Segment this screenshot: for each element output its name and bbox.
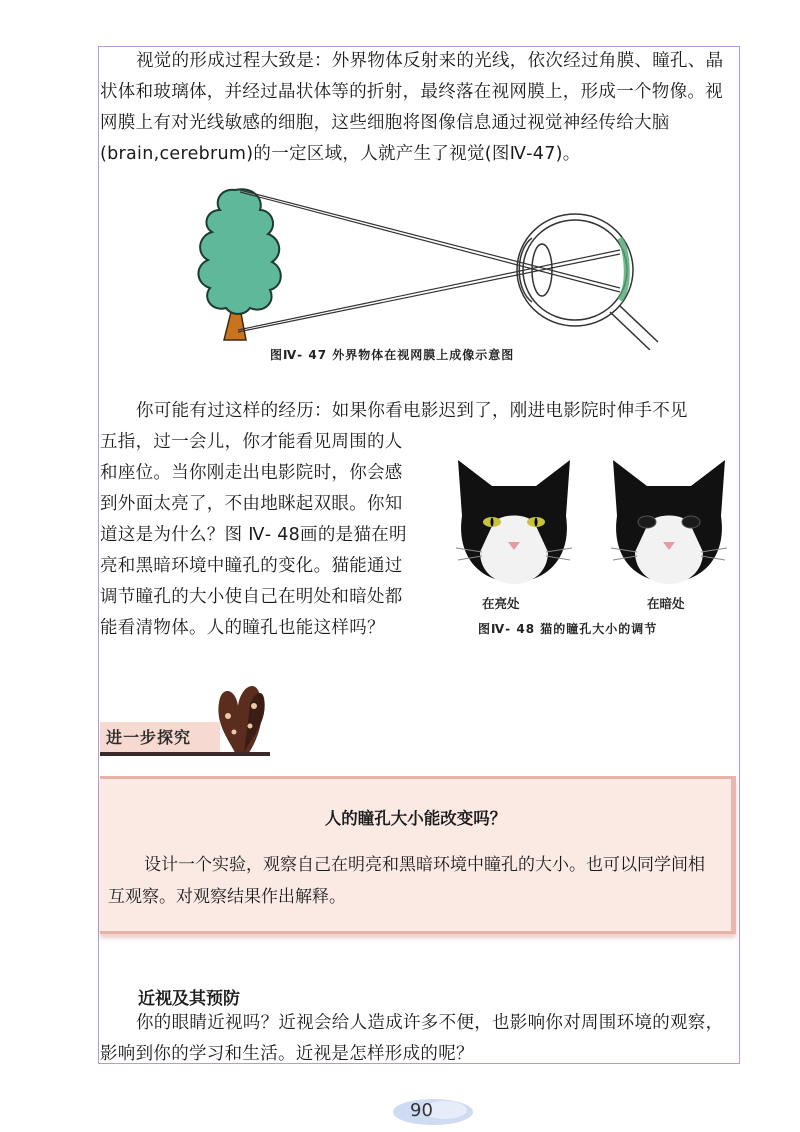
myopia-heading: 近视及其预防: [138, 989, 240, 1009]
paragraph-vision-formation: 视觉的形成过程大致是：外界物体反射来的光线，依次经过角膜、瞳孔、晶状体和玻璃体，并经过晶状体等的折射，最终落在视网膜上，形成一个物像。视网膜上有对光线敏感的细胞，这些细胞将图像信息通过视觉神经传给大脑(brain,cerebrum)的一定区域，人就产生了视觉(图Ⅳ-47)。: [100, 51, 724, 164]
inquiry-box: [100, 776, 736, 934]
page-number-decoration: [393, 1096, 475, 1126]
butterfly-icon: [206, 676, 278, 756]
page-number: 90: [410, 1100, 433, 1121]
section-badge-underline: [100, 752, 270, 756]
inquiry-body: 设计一个实验，观察自己在明亮和黑暗环境中瞳孔的大小。也可以同学间相互观察。对观察结果作出解释。: [108, 855, 705, 907]
figure-48-caption: 图Ⅳ- 48 猫的瞳孔大小的调节: [478, 622, 658, 636]
section-badge-label: 进一步探究: [106, 728, 192, 747]
eye-illustration: [517, 214, 658, 350]
cat-dark-label: 在暗处: [647, 596, 685, 611]
figure-47-diagram: [180, 180, 660, 350]
cat-bright-label: 在亮处: [482, 596, 520, 611]
paragraph-cinema-body: 五指，过一会儿，你才能看见周围的人和座位。当你刚走出电影院时，你会感到外面太亮了，不由地眯起双眼。你知道这是为什么？图 Ⅳ- 48画的是猫在明亮和黑暗环境中瞳孔的变化。猫能通过调节瞳孔的大小使自己在明处和暗处都能看清物体。人的瞳孔也能这样吗？: [100, 432, 407, 638]
tree-illustration: [198, 189, 280, 340]
figure-47-caption: 图Ⅳ- 47 外界物体在视网膜上成像示意图: [270, 348, 515, 362]
myopia-paragraph: 你的眼睛近视吗？近视会给人造成许多不便，也影响你对周围环境的观察，影响到你的学习和生活。近视是怎样形成的呢？: [100, 1013, 724, 1064]
cat-dark-image: [607, 456, 731, 586]
inquiry-title: 人的瞳孔大小能改变吗？: [324, 809, 507, 828]
light-ray-lines: [238, 190, 620, 332]
paragraph-cinema-line1: 你可能有过这样的经历：如果你看电影迟到了，刚进电影院时伸手不见: [136, 401, 688, 421]
cat-bright-image: [452, 456, 576, 586]
